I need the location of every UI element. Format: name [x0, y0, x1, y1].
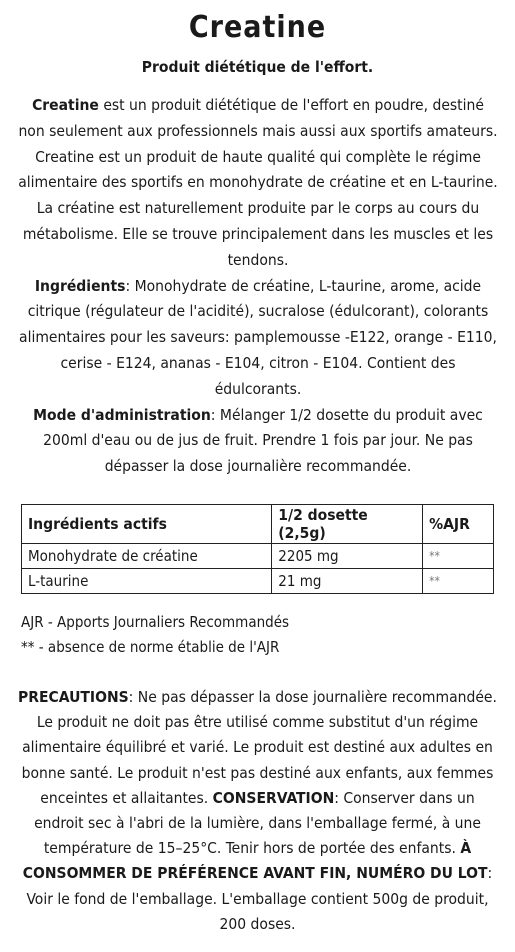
table-cell: L-taurine [22, 569, 272, 594]
table-notes [21, 610, 491, 660]
intro-text: est un produit diététique de l'effort en poudre, destiné non seulement aux professionnels mais aussi aux sportifs amateurs. Creatine est un produit de haute qualité qui complète le régime alimentaire des sportifs en monohydrate de créatine et en L-taurine. [18, 96, 498, 192]
expiry-text: : Voir le fond de l'emballage. L'emballage contient 500g de produit, 200 doses. [26, 864, 493, 933]
table-cell: 21 mg [272, 569, 423, 594]
active-ingredients-table [21, 504, 494, 594]
conservation-label: CONSERVATION [212, 788, 335, 807]
ingredients-label: Ingrédients [34, 276, 126, 295]
expiry-label: À CONSOMMER DE PRÉFÉRENCE AVANT FIN, NUMÉRO DU LOT [22, 839, 488, 883]
table-cell: 2205 mg [272, 544, 423, 569]
table-header: 1/2 dosette (2,5g) [272, 505, 423, 544]
table-header: %AJR [423, 505, 494, 544]
ingredients-text: : Monohydrate de créatine, L-taurine, arome, acide citrique (régulateur de l'acidité), sucralose (édulcorant), colorants alimentaires pour les saveurs: pamplemousse -E122, orange - E110, cerise - E124, ananas - E104, citron - E104. Contient des édulcorants. [19, 276, 497, 398]
product-subtitle: Produit diététique de l'effort. [141, 58, 374, 76]
precautions-block [14, 685, 501, 937]
conservation-text: : Conserver dans un endroit sec à l'abri de la lumière, dans l'emballage fermé, à une température de 15–25°C. Tenir hors de portée des enfants. [34, 788, 481, 858]
usage-label: Mode d'administration [33, 405, 211, 424]
precautions-text: : Ne pas dépasser la dose journalière recommandée. Le produit ne doit pas être utilisé comme substitut d'un régime alimentaire équilibré et varié. Le produit est destiné aux adultes en bonne santé. Le produit n'est pas destiné aux enfants, aux femmes enceintes et allaitantes. [21, 688, 497, 807]
ajr-note: AJR - Apports Journaliers Recommandés [21, 613, 290, 631]
description-block [18, 93, 498, 480]
table-header-row [22, 505, 494, 544]
body-text: La créatine est naturellement produite par le corps au cours du métabolisme. Elle se trouve principalement dans les muscles et les tendons. [22, 199, 494, 269]
usage-text: : Mélanger 1/2 dosette du produit avec 200ml d'eau ou de jus de fruit. Prendre 1 fois par jour. Ne pas dépasser la dose journalière recommandée. [43, 405, 483, 476]
table-cell: ** [423, 569, 494, 594]
product-name: Creatine [32, 96, 99, 114]
stars-note: ** - absence de norme établie de l'AJR [21, 638, 280, 656]
table-header: Ingrédients actifs [22, 505, 272, 544]
product-title: Creatine [188, 10, 327, 45]
table-row [22, 544, 494, 569]
table-cell: ** [423, 544, 494, 569]
precautions-label: PRECAUTIONS [18, 688, 129, 706]
table-cell: Monohydrate de créatine [22, 544, 272, 569]
table-row [22, 569, 494, 594]
